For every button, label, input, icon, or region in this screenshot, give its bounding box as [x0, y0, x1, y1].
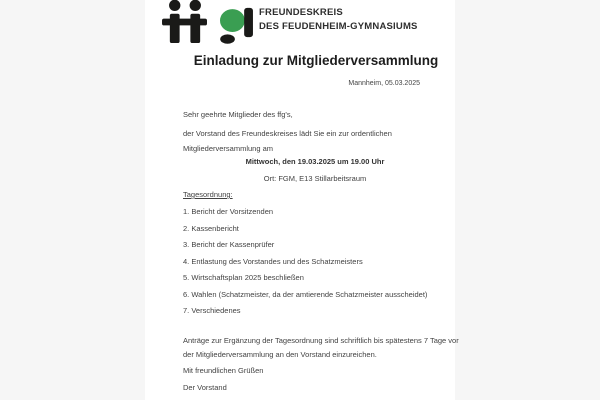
closing: Mit freundlichen Grüßen [183, 366, 264, 375]
agenda-item-6: 6. Wahlen (Schatzmeister, da der amtierende Schatzmeister ausscheidet) [183, 290, 428, 299]
agenda-item-3: 3. Bericht der Kassenprüfer [183, 240, 275, 249]
ffg-logo-icon [160, 0, 254, 44]
note-line-1: Anträge zur Ergänzung der Tagesordnung sind schriftlich bis spätestens 7 Tage vor [183, 336, 459, 345]
agenda-heading: Tagesordnung: [183, 190, 233, 199]
agenda-item-1: 1. Bericht der Vorsitzenden [183, 207, 274, 216]
org-name-line1: FREUNDESKREIS [259, 7, 343, 18]
org-name [259, 6, 418, 34]
agenda-item-4: 4. Entlastung des Vorstandes und des Schatzmeisters [183, 257, 363, 266]
note-line-2: der Mitgliederversammlung an den Vorstand einzureichen. [183, 350, 377, 359]
salutation: Sehr geehrte Mitglieder des ffg's, [183, 110, 293, 119]
agenda-item-7: 7. Verschiedenes [183, 306, 241, 315]
place-date-line: Mannheim, 05.03.2025 [348, 80, 420, 87]
intro-line-1: der Vorstand des Freundeskreises lädt Sie ein zur ordentlichen [183, 129, 392, 138]
letter-title: Einladung zur Mitgliederversammlung [193, 53, 439, 68]
letter-page [145, 0, 459, 400]
intro-line-2: Mitgliederversammlung am [183, 144, 274, 153]
signature: Der Vorstand [183, 383, 227, 392]
agenda-item-5: 5. Wirtschaftsplan 2025 beschließen [183, 273, 304, 282]
meeting-location: Ort: FGM, E13 Stillarbeitsraum [263, 174, 367, 183]
meeting-datetime: Mittwoch, den 19.03.2025 um 19.00 Uhr [245, 157, 385, 166]
agenda-item-2: 2. Kassenbericht [183, 224, 239, 233]
org-name-line2: DES FEUDENHEIM-GYMNASIUMS [259, 21, 418, 32]
